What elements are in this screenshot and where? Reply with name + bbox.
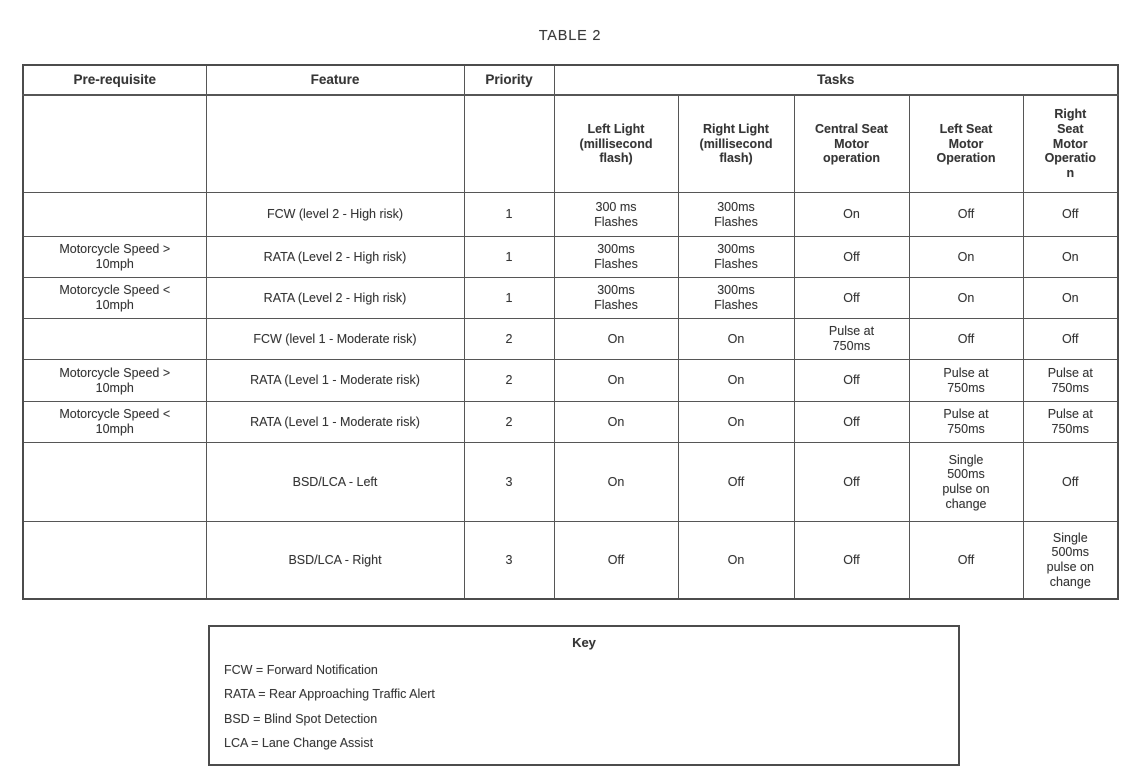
cell-central-seat: Off xyxy=(794,443,909,522)
key-entry-bsd: BSD = Blind Spot Detection xyxy=(224,711,378,726)
cell-left-seat: Pulse at 750ms xyxy=(909,402,1023,443)
cell-pre-requisite: Motorcycle Speed > 10mph xyxy=(23,237,206,278)
cell-right-light: On xyxy=(678,522,794,600)
cell-central-seat: Off xyxy=(794,278,909,319)
header-left-seat-motor: Left Seat Motor Operation xyxy=(909,95,1023,193)
cell-left-seat: Off xyxy=(909,522,1023,600)
cell-pre-requisite: Motorcycle Speed < 10mph xyxy=(23,402,206,443)
cell-pre-requisite: Motorcycle Speed < 10mph xyxy=(23,278,206,319)
cell-left-seat: On xyxy=(909,278,1023,319)
cell-left-light: 300ms Flashes xyxy=(554,278,678,319)
cell-pre-requisite xyxy=(23,193,206,237)
cell-priority: 2 xyxy=(464,319,554,360)
header-central-seat-motor: Central Seat Motor operation xyxy=(794,95,909,193)
table-row xyxy=(23,193,1118,237)
header-left-light: Left Light (millisecond flash) xyxy=(554,95,678,193)
cell-left-seat: Off xyxy=(909,193,1023,237)
cell-priority: 1 xyxy=(464,278,554,319)
cell-priority: 2 xyxy=(464,402,554,443)
cell-central-seat: Off xyxy=(794,237,909,278)
table-row xyxy=(23,443,1118,522)
cell-pre-requisite xyxy=(23,443,206,522)
cell-feature: BSD/LCA - Right xyxy=(206,522,464,600)
cell-right-light: 300ms Flashes xyxy=(678,278,794,319)
cell-central-seat: Pulse at 750ms xyxy=(794,319,909,360)
header-pre-requisite: Pre-requisite xyxy=(23,65,206,95)
cell-left-light: On xyxy=(554,402,678,443)
cell-pre-requisite xyxy=(23,522,206,600)
header-right-seat-motor: Right Seat Motor Operatio n xyxy=(1023,95,1118,193)
table-row xyxy=(23,522,1118,600)
cell-left-light: 300ms Flashes xyxy=(554,237,678,278)
cell-right-light: Off xyxy=(678,443,794,522)
cell-feature: FCW (level 1 - Moderate risk) xyxy=(206,319,464,360)
cell-priority: 3 xyxy=(464,522,554,600)
table-row xyxy=(23,319,1118,360)
cell-priority: 3 xyxy=(464,443,554,522)
cell-right-seat: On xyxy=(1023,237,1118,278)
cell-left-seat: On xyxy=(909,237,1023,278)
cell-right-seat: On xyxy=(1023,278,1118,319)
cell-left-light: On xyxy=(554,319,678,360)
cell-left-light: On xyxy=(554,360,678,402)
cell-right-light: 300ms Flashes xyxy=(678,193,794,237)
cell-right-light: On xyxy=(678,402,794,443)
header-row-main xyxy=(23,65,1118,95)
table-body xyxy=(23,193,1118,600)
key-entry-fcw: FCW = Forward Notification xyxy=(224,663,378,677)
cell-central-seat: Off xyxy=(794,522,909,600)
cell-right-seat: Pulse at 750ms xyxy=(1023,360,1118,402)
cell-priority: 1 xyxy=(464,237,554,278)
table-row xyxy=(23,360,1118,402)
cell-right-seat: Off xyxy=(1023,443,1118,522)
key-box xyxy=(208,625,960,766)
header-row-sub xyxy=(23,95,1118,193)
cell-priority: 2 xyxy=(464,360,554,402)
cell-left-light: Off xyxy=(554,522,678,600)
cell-right-light: On xyxy=(678,319,794,360)
cell-pre-requisite: Motorcycle Speed > 10mph xyxy=(23,360,206,402)
cell-priority: 1 xyxy=(464,193,554,237)
cell-feature: RATA (Level 2 - High risk) xyxy=(206,237,464,278)
cell-central-seat: Off xyxy=(794,402,909,443)
cell-central-seat: On xyxy=(794,193,909,237)
cell-left-light: 300 ms Flashes xyxy=(554,193,678,237)
cell-left-seat: Single 500ms pulse on change xyxy=(909,443,1023,522)
header-feature: Feature xyxy=(206,65,464,95)
cell-feature: RATA (Level 1 - Moderate risk) xyxy=(206,360,464,402)
cell-feature: RATA (Level 1 - Moderate risk) xyxy=(206,402,464,443)
cell-central-seat: Off xyxy=(794,360,909,402)
cell-feature: RATA (Level 2 - High risk) xyxy=(206,278,464,319)
cell-right-seat: Pulse at 750ms xyxy=(1023,402,1118,443)
key-title: Key xyxy=(572,635,596,650)
table-row xyxy=(23,402,1118,443)
key-entry-rata: RATA = Rear Approaching Traffic Alert xyxy=(224,687,435,702)
header-spacer-pre-requisite xyxy=(23,95,206,193)
cell-right-seat: Off xyxy=(1023,319,1118,360)
header-tasks: Tasks xyxy=(554,65,1118,95)
cell-right-seat: Off xyxy=(1023,193,1118,237)
cell-right-seat: Single 500ms pulse on change xyxy=(1023,522,1118,600)
header-spacer-feature xyxy=(206,95,464,193)
table-2 xyxy=(22,64,1119,600)
table-title: TABLE 2 xyxy=(538,28,602,44)
header-spacer-priority xyxy=(464,95,554,193)
cell-right-light: 300ms Flashes xyxy=(678,237,794,278)
cell-left-seat: Off xyxy=(909,319,1023,360)
cell-pre-requisite xyxy=(23,319,206,360)
header-priority: Priority xyxy=(464,65,554,95)
table-row xyxy=(23,237,1118,278)
cell-left-light: On xyxy=(554,443,678,522)
cell-right-light: On xyxy=(678,360,794,402)
cell-left-seat: Pulse at 750ms xyxy=(909,360,1023,402)
header-right-light: Right Light (millisecond flash) xyxy=(678,95,794,193)
key-entry-lca: LCA = Lane Change Assist xyxy=(224,736,374,751)
cell-feature: FCW (level 2 - High risk) xyxy=(206,193,464,237)
table-header xyxy=(23,65,1118,193)
table-row xyxy=(23,278,1118,319)
cell-feature: BSD/LCA - Left xyxy=(206,443,464,522)
